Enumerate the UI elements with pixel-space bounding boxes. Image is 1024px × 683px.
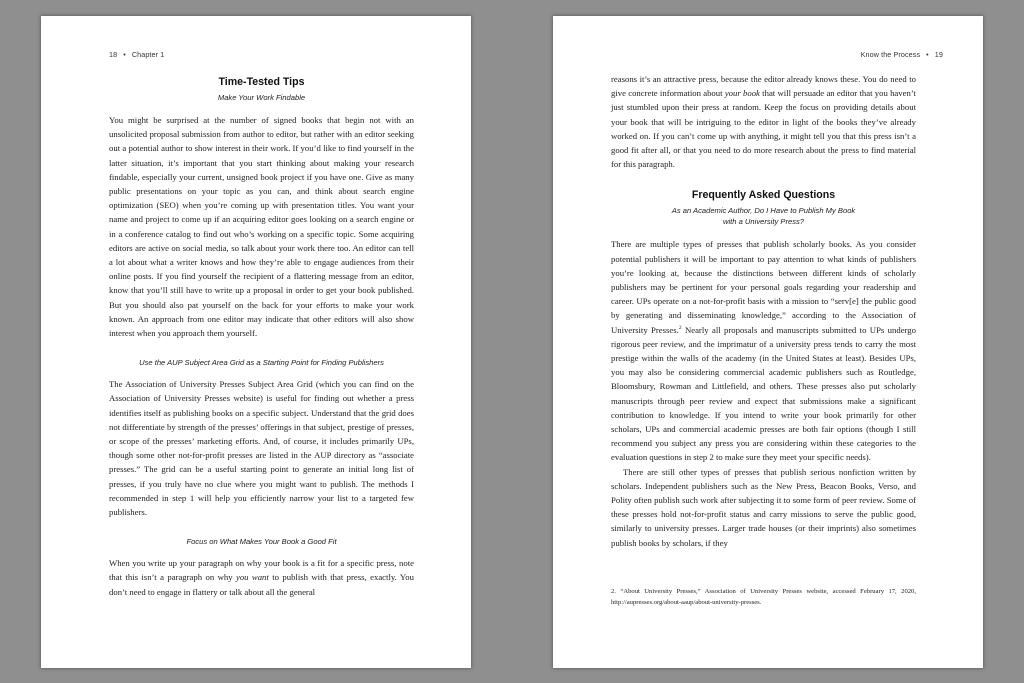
running-head-dot: • <box>926 50 929 59</box>
subhead-aup-grid: Use the AUP Subject Area Grid as a Starting Point for Finding Publishers <box>139 358 384 368</box>
right-paragraph-1-part-b: that will persuade an editor that you haven’t just stumbled upon their press at random. Keep the focus on providing details about your book that will be intriguing to the editor in light of the books they’ve already worked on. If you can’t come up with anything, it might tell you that this press isn’t a good fit after all, or that you need to do more research about the press to find material for this paragraph. <box>611 88 916 170</box>
subhead-good-fit: Focus on What Makes Your Book a Good Fit <box>186 537 337 547</box>
section-title-faq: Frequently Asked Questions <box>691 189 836 202</box>
left-paragraph-1: You might be surprised at the number of signed books that begin not with an unsolicited proposal submission from author to editor, but rather with an editor seeking out a potential author to show interest in their work. If you’d like to find yourself in the latter situation, it’s important that you start thinking about making your research findable, especially your current, unsigned book project if you have one. Give as many public presentations on your topic as you can, and think about search engine optimization (SEO) when you’re coming up with presentation titles. You want your name and project to come up if an acquiring editor goes looking on a search engine or in a conference catalog to find out who’s working on a specific topic. Some acquiring editors are active on social media, so talk about your work there too. An editor can tell a lot about what a writer knows and how they’re able to engage audiences from their online posts. If you find yourself the recipient of a flattering message from an editor, know that you’ll still have to write up a proposal in order to get your book published. But you should also pat yourself on the back for your efforts to make your work known. An approach from one editor may indicate that other editors will also show interest when you approach them yourself. <box>109 115 414 339</box>
right-page-number: 19 <box>934 50 943 59</box>
right-paragraph-2 <box>611 237 916 464</box>
left-paragraph-3-part-a: When you write up your paragraph on why your book is a fit for a specific press, note that this isn’t a paragraph on why <box>109 558 414 583</box>
left-page-number: 18 <box>109 50 118 59</box>
section-title-time-tested-tips: Time-Tested Tips <box>218 76 305 88</box>
right-paragraph-2-part-a: There are multiple types of presses that publish scholarly books. As you consider potential publishers it will be important to pay attention to what kinds of publishers you’re looking at, because the distinctions between different kinds of scholarly publishers may be pertinent for your personal goals regarding your readership and career. UPs operate on a not-for-profit basis with a mission to “serv[e] the public good by generating and disseminating knowledge,” according to the Association of University Presses. <box>611 239 916 335</box>
right-running-head <box>861 50 943 59</box>
left-paragraph-3 <box>109 556 414 599</box>
left-page <box>41 16 471 668</box>
right-chapter-title: Know the Process <box>860 50 921 59</box>
section-subtitle-findable: Make Your Work Findable <box>217 93 306 102</box>
left-paragraph-3-part-b: to publish with that press, exactly. You don’t need to engage in flattery or talk about all the general <box>109 572 414 597</box>
footnote-2: 2. “About University Presses,” Association of University Presses website, accessed February 17, 2020, http://aupresses.org/about-aaup/about-university-presses. <box>611 588 916 606</box>
footnote-reference-2: 2 <box>678 324 682 331</box>
right-paragraph-1-emphasis: your book <box>724 88 760 99</box>
section-subtitle-faq <box>611 205 916 227</box>
right-paragraph-1-part-a: reasons it’s an attractive press, because the editor already knows these. You do need to give concrete information about <box>611 74 916 99</box>
right-paragraph-1 <box>611 72 916 171</box>
running-head-dot: • <box>123 50 126 59</box>
right-page <box>553 16 983 668</box>
left-paragraph-3-emphasis: you want <box>235 572 269 583</box>
right-paragraph-3: There are still other types of presses that publish serious nonfiction written by scholars. Independent publishers such as the New Press, Beacon Books, Verso, and Polity often publish such work after subjecting it to some form of peer review. Some of these presses hold not-for-profit status and carry missions to serve the public good, similarly to university presses. Larger trade houses (or their imprints) also sometimes publish books by scholars, if they <box>611 466 916 548</box>
section-subtitle-faq-line-2: with a University Press? <box>722 217 805 227</box>
right-paragraph-2-part-b: Nearly all proposals and manuscripts submitted to UPs undergo rigorous peer review, and the imprimatur of a university press tends to carry the most prestige within the walls of the academy (in the United States at least). Besides UPs, you may also be considering commercial academic publishers such as Routledge, Bloomsbury, Rowman and Littlefield, and others. These presses also put scholarly manuscripts through peer review and expect that submissions make a significant contribution to knowledge. If you intend to write your book primarily for other scholars, UPs and commercial academic presses are both fair options (though I still recommend you subject any press you are considering within these categories to the evaluation questions in step 2 to make sure they meet your specific needs). <box>611 324 916 463</box>
left-running-head <box>109 50 164 59</box>
right-page-content <box>611 72 916 550</box>
left-chapter-label: Chapter 1 <box>131 50 165 59</box>
left-page-content <box>109 76 414 599</box>
section-subtitle-faq-line-1: As an Academic Author, Do I Have to Publish My Book <box>671 206 856 216</box>
left-paragraph-2: The Association of University Presses Subject Area Grid (which you can find on the Association of University Presses website) is useful for finding out whether a press identifies itself as publishing books on a specific subject. Understand that the grid does not differentiate by strength of the presses’ offerings in that subject, prestige of presses, or scope of the presses’ marketing efforts. And, of course, it includes primarily UPs, though some other not-for-profit presses are listed in the AUP directory as “associate presses.” The grid can be a useful starting point to generate an initial long list of presses, if you truly have no clue where you might want to publish. The methods I recommended in step 1 will help you efficiently narrow your list to a targeted few publishers. <box>109 379 414 518</box>
